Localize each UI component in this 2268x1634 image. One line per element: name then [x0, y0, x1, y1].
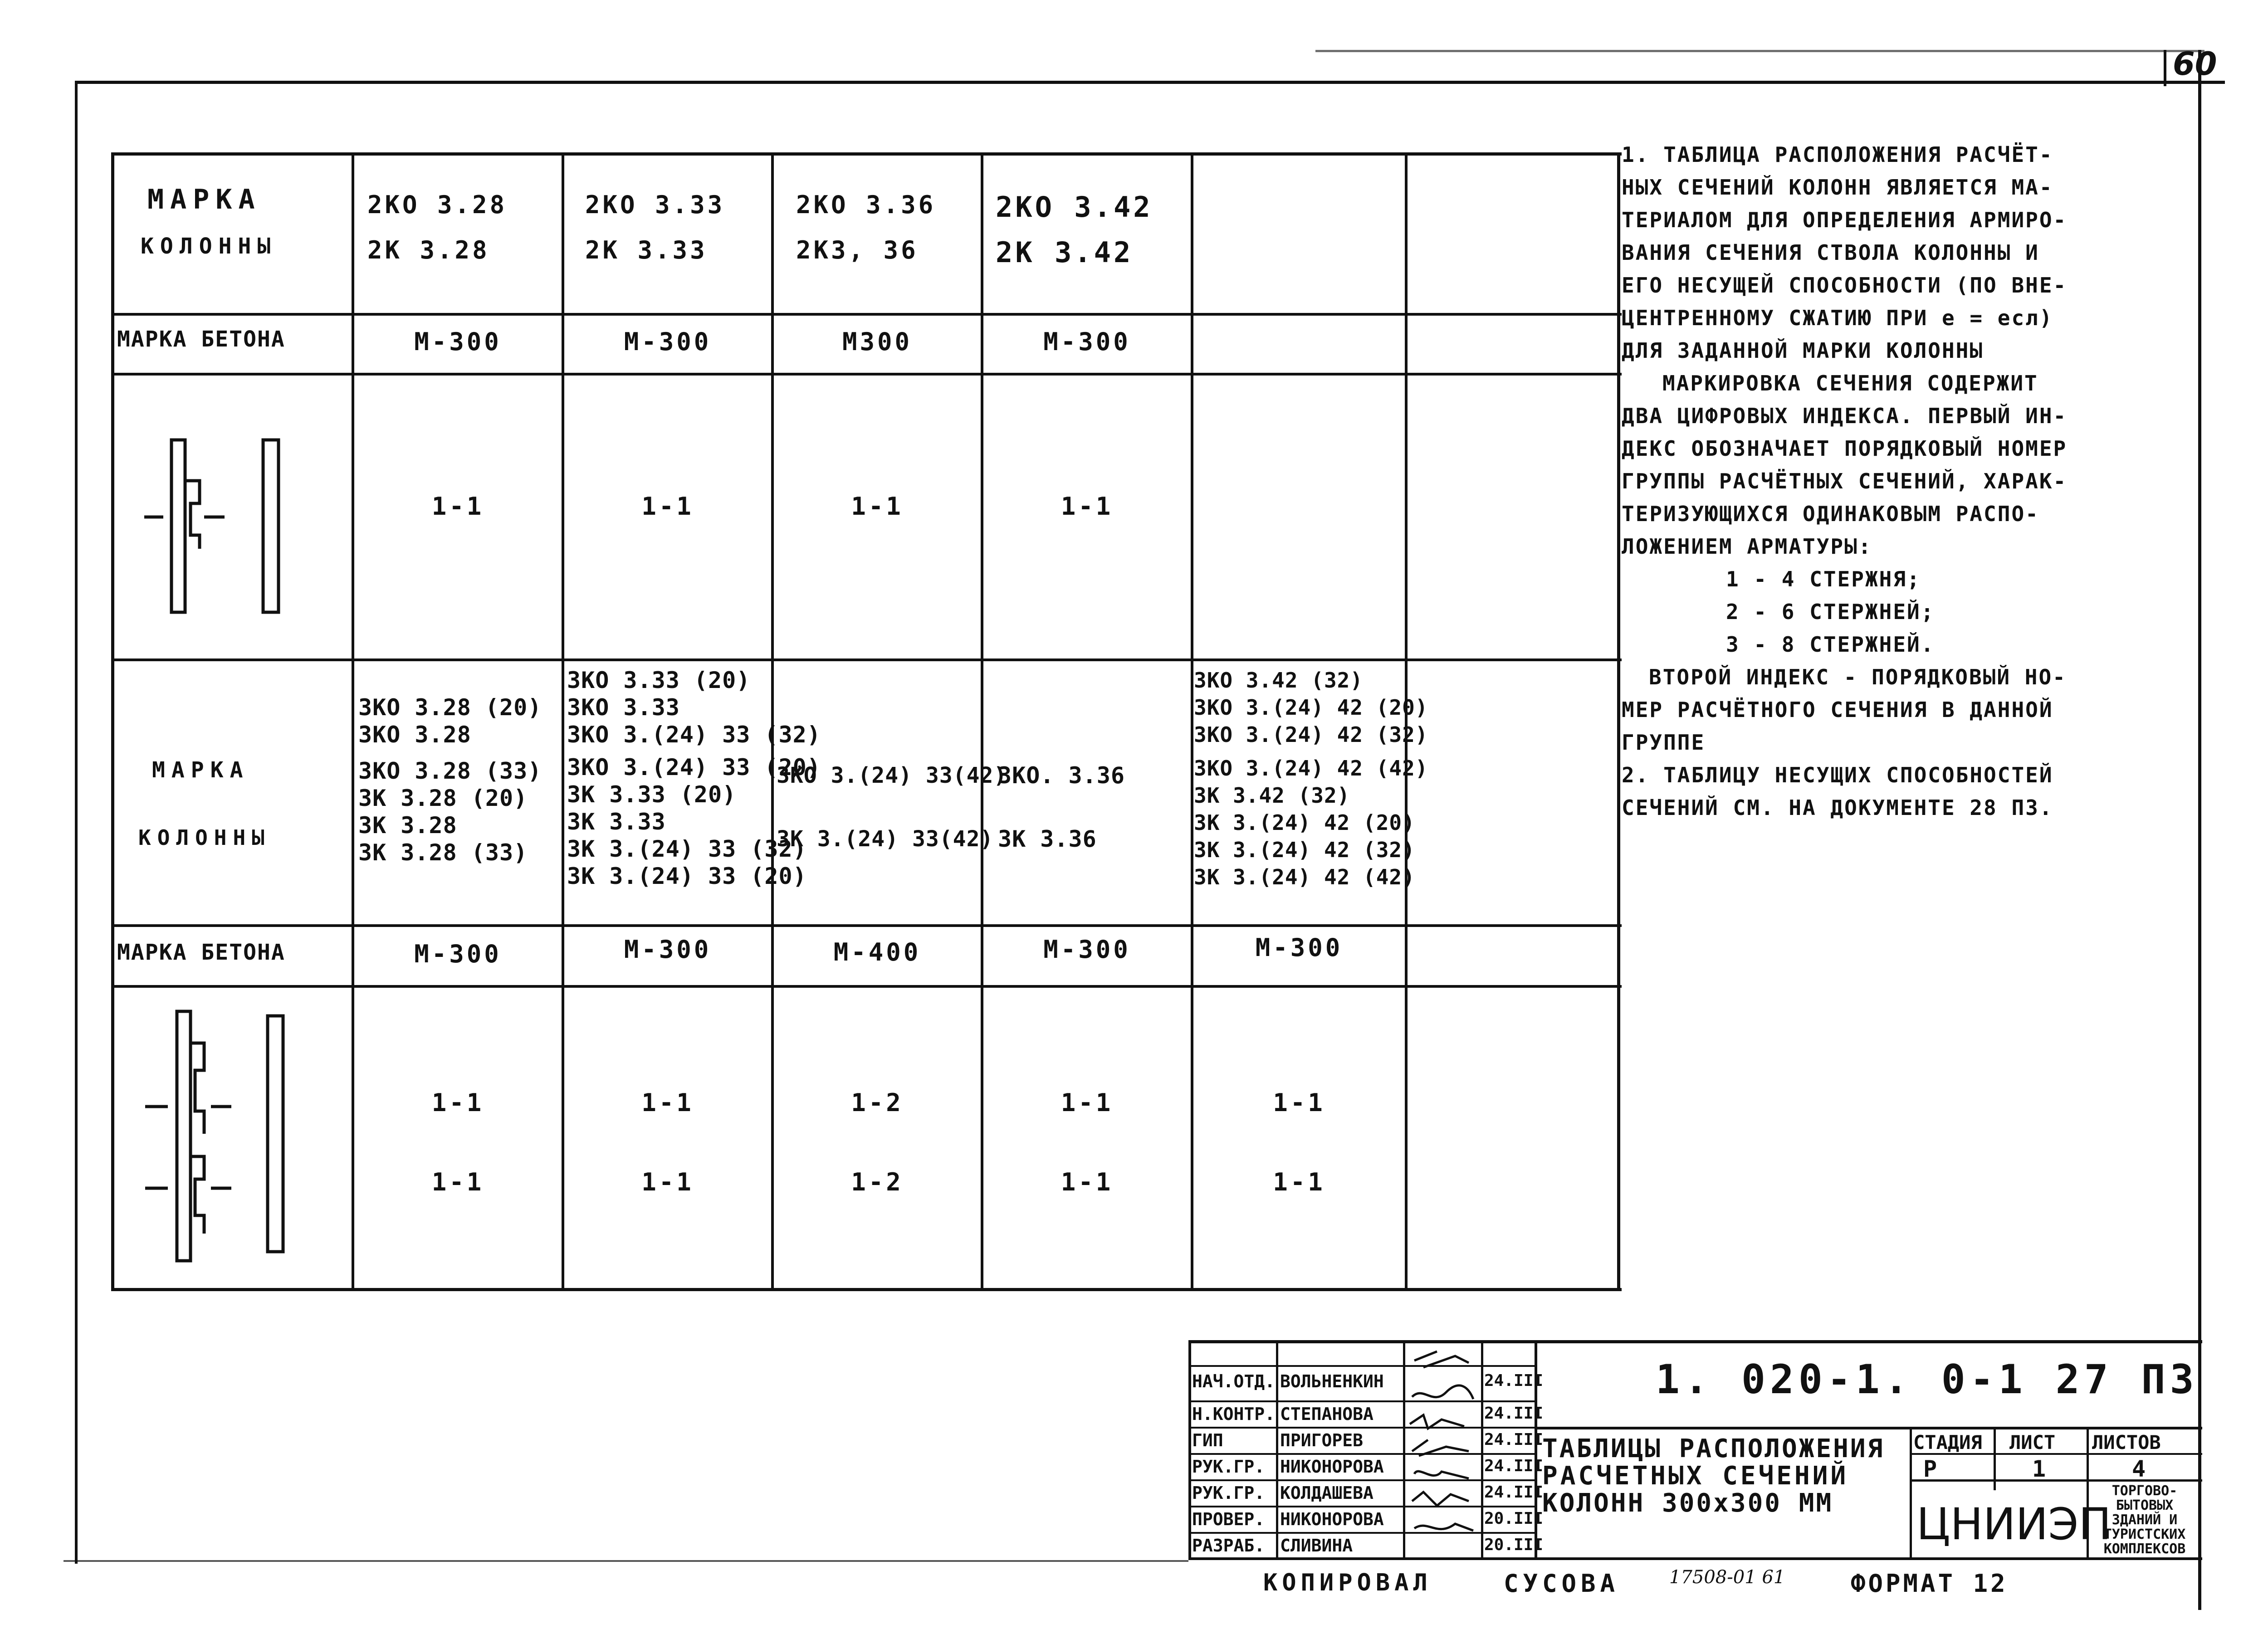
list-item: 3КО 3.(24) 33 (32) [567, 722, 821, 748]
top-section-2: 1-1 [641, 492, 694, 521]
list-item: 3К 3.(24) 33(42) [777, 826, 994, 852]
org-name: ЦНИИЭП [1916, 1499, 2112, 1550]
bottom-section-3a: 1-2 [851, 1088, 904, 1117]
note-line: ДЛЯ ЗАДАННОЙ МАРКИ КОЛОННЫ [1622, 338, 1984, 363]
top-col-3-line1: 2КО 3.36 [796, 190, 936, 219]
note-line: 2. ТАБЛИЦУ НЕСУЩИХ СПОСОБНОСТЕЙ [1622, 763, 2053, 787]
note-line: ВТОРОЙ ИНДЕКС - ПОРЯДКОВЫЙ НО- [1649, 665, 2067, 689]
top-col-1-line1: 2КО 3.28 [367, 190, 508, 219]
note-line: МЕР РАСЧЁТНОГО СЕЧЕНИЯ В ДАННОЙ [1622, 697, 2053, 722]
list-item: 3К 3.33 [567, 809, 666, 835]
role-2: Н.КОНТР. [1192, 1404, 1276, 1424]
date-6: 20.III [1484, 1509, 1544, 1528]
column-section-drawing-top [136, 431, 308, 621]
order-number: 17508-01 61 [1669, 1567, 1785, 1588]
role-3: ГИП [1192, 1430, 1223, 1450]
name-5: КОЛДАШЕВА [1280, 1483, 1374, 1503]
role-6: ПРОВЕР. [1192, 1509, 1265, 1529]
list-item: 3К 3.28 (20) [358, 785, 528, 811]
bottom-beton-2: М-300 [624, 935, 712, 964]
page-number-box-left [2164, 50, 2166, 86]
stage-label: СТАДИЯ [1913, 1431, 1982, 1454]
date-2: 24.III [1484, 1404, 1544, 1423]
list-item: 3КО 3.(24) 33 (20) [567, 754, 821, 780]
org-sub-line: БЫТОВЫХ [2116, 1497, 2174, 1513]
header-marka-line1: МАРКА [147, 184, 261, 215]
list-item: 3К 3.33 (20) [567, 781, 737, 808]
bottom-marka-line2: КОЛОННЫ [138, 825, 271, 850]
doc-title-line1: ТАБЛИЦЫ РАСПОЛОЖЕНИЯ [1542, 1434, 1885, 1463]
notes-block [1622, 138, 2184, 824]
note-line: МАРКИРОВКА СЕЧЕНИЯ СОДЕРЖИТ [1662, 371, 2038, 395]
top-section-3: 1-1 [851, 492, 904, 521]
column-section-drawing-bottom [136, 1007, 308, 1270]
date-3: 24.III [1484, 1430, 1544, 1449]
top-beton-1: М-300 [414, 327, 502, 356]
page-number-box-top [1315, 50, 2204, 52]
role-4: РУК.ГР. [1192, 1457, 1265, 1477]
date-7: 20.III [1484, 1536, 1544, 1554]
list-item: 3КО 3.33 (20) [567, 667, 751, 693]
list-item: 3КО 3.33 [567, 694, 680, 721]
org-sub-line: КОМПЛЕКСОВ [2103, 1541, 2186, 1557]
note-line: НЫХ СЕЧЕНИЙ КОЛОНН ЯВЛЯЕТСЯ МА- [1622, 175, 2053, 200]
frame-left-line [75, 81, 78, 1564]
note-line: 2 - 6 СТЕРЖНЕЙ; [1726, 600, 1935, 624]
bottom-col-1-list [358, 694, 542, 866]
beton-label-bottom: МАРКА БЕТОНА [117, 940, 285, 965]
list-item: 3КО 3.(24) 42 (32) [1194, 722, 1428, 747]
list-item: 3К 3.(24) 42 (42) [1194, 865, 1415, 889]
list-item: 3К 3.(24) 42 (20) [1194, 810, 1415, 835]
bottom-section-4a: 1-1 [1061, 1088, 1114, 1117]
note-line: 1. ТАБЛИЦА РАСПОЛОЖЕНИЯ РАСЧЁТ- [1622, 142, 2053, 167]
list-item: 3К 3.42 (32) [1194, 783, 1350, 808]
format-label: ФОРМАТ 12 [1851, 1569, 2008, 1598]
list-item: 3КО 3.28 (20) [358, 694, 542, 721]
sheet-value: 1 [2032, 1456, 2046, 1482]
copied-label: КОПИРОВАЛ [1263, 1569, 1432, 1596]
note-line: ГРУППЫ РАСЧЁТНЫХ СЕЧЕНИЙ, ХАРАК- [1622, 469, 2068, 493]
top-section-4: 1-1 [1061, 492, 1114, 521]
list-item: 3КО 3.(24) 33(42) [777, 763, 1007, 788]
frame-right-line [2198, 50, 2201, 1610]
bottom-col-3-list [777, 762, 1007, 853]
list-item: 3КО. 3.36 [998, 762, 1125, 789]
note-line: ЦЕНТРЕННОМУ СЖАТИЮ ПРИ e = eсл) [1622, 306, 2053, 330]
list-item: 3К 3.(24) 33 (20) [567, 863, 807, 889]
list-item: 3К 3.(24) 42 (32) [1194, 838, 1415, 862]
doc-code: 1. 020-1. 0-1 27 ПЗ [1656, 1356, 2199, 1403]
top-beton-2: М-300 [624, 327, 712, 356]
list-item: 3К 3.36 [998, 826, 1097, 852]
signatures [1405, 1342, 1480, 1558]
note-line: ТЕРИЗУЮЩИХСЯ ОДИНАКОВЫМ РАСПО- [1622, 502, 2039, 526]
date-4: 24.III [1484, 1457, 1544, 1475]
name-2: СТЕПАНОВА [1280, 1404, 1374, 1424]
date-5: 24.III [1484, 1483, 1544, 1502]
beton-label-top: МАРКА БЕТОНА [117, 327, 285, 352]
role-1: НАЧ.ОТД. [1192, 1371, 1276, 1391]
bottom-beton-4: М-300 [1043, 935, 1131, 964]
list-item: 3КО 3.(24) 42 (42) [1194, 756, 1428, 780]
bottom-col-4-list [998, 762, 1125, 853]
sheets-label: ЛИСТОВ [2092, 1431, 2161, 1454]
frame-top-line [75, 81, 2225, 84]
bottom-col-5-list [1194, 667, 1428, 891]
note-line: 1 - 4 СТЕРЖНЯ; [1726, 567, 1921, 591]
list-item: 3КО 3.(24) 42 (20) [1194, 695, 1428, 720]
list-item: 3К 3.(24) 33 (32) [567, 836, 807, 862]
list-item: 3КО 3.28 (33) [358, 758, 542, 784]
name-6: НИКОНОРОВА [1280, 1509, 1384, 1529]
name-1: ВОЛЬНЕНКИН [1280, 1371, 1384, 1391]
note-line: СЕЧЕНИЙ СМ. НА ДОКУМЕНТЕ 28 ПЗ. [1622, 795, 2053, 820]
note-line: ТЕРИАЛОМ ДЛЯ ОПРЕДЕЛЕНИЯ АРМИРО- [1622, 208, 2068, 232]
bottom-marka-line1: МАРКА [152, 757, 249, 783]
bottom-section-2a: 1-1 [641, 1088, 694, 1117]
top-col-3-line2: 2К3, 36 [796, 236, 919, 264]
org-subtitle [2090, 1484, 2199, 1556]
date-1: 24.III [1484, 1371, 1544, 1390]
bottom-beton-3: М-400 [833, 938, 921, 966]
list-item: 3К 3.28 (33) [358, 839, 528, 866]
top-section-1: 1-1 [431, 492, 484, 521]
bottom-section-1a: 1-1 [431, 1088, 484, 1117]
role-7: РАЗРАБ. [1192, 1536, 1265, 1556]
page-number: 60 [2173, 45, 2217, 83]
bottom-edge-line [64, 1560, 1188, 1562]
doc-title-line3: КОЛОНН 300х300 ММ [1542, 1488, 1833, 1518]
list-item: 3К 3.28 [358, 812, 457, 839]
top-col-4-line2: 2К 3.42 [996, 236, 1134, 269]
bottom-section-2b: 1-1 [641, 1168, 694, 1196]
note-line: ВАНИЯ СЕЧЕНИЯ СТВОЛА КОЛОННЫ И [1622, 240, 2039, 265]
bottom-section-4b: 1-1 [1061, 1168, 1114, 1196]
top-col-2-line2: 2К 3.33 [585, 236, 708, 264]
top-beton-4: М-300 [1043, 327, 1131, 356]
bottom-section-5b: 1-1 [1273, 1168, 1325, 1196]
stage-value: Р [1923, 1456, 1937, 1482]
sheets-value: 4 [2132, 1456, 2146, 1482]
note-line: ЕГО НЕСУЩЕЙ СПОСОБНОСТИ (ПО ВНЕ- [1622, 273, 2068, 298]
top-col-4-line1: 2КО 3.42 [996, 190, 1153, 224]
name-4: НИКОНОРОВА [1280, 1457, 1384, 1477]
note-line: 3 - 8 СТЕРЖНЕЙ. [1726, 632, 1935, 657]
name-3: ПРИГОРЕВ [1280, 1430, 1364, 1450]
header-marka-line2: КОЛОННЫ [141, 234, 277, 259]
list-item: 3КО 3.42 (32) [1194, 668, 1364, 693]
bottom-section-5a: 1-1 [1273, 1088, 1325, 1117]
top-col-2-line1: 2КО 3.33 [585, 190, 725, 219]
copier-name: СУСОВА [1504, 1569, 1620, 1598]
note-line: ЛОЖЕНИЕМ АРМАТУРЫ: [1622, 534, 1872, 559]
top-col-1-line2: 2К 3.28 [367, 236, 490, 264]
name-7: СЛИВИНА [1280, 1536, 1353, 1556]
bottom-beton-5: М-300 [1255, 933, 1343, 962]
bottom-beton-1: М-300 [414, 940, 502, 968]
top-beton-3: М300 [842, 327, 913, 356]
note-line: ДВА ЦИФРОВЫХ ИНДЕКСА. ПЕРВЫЙ ИН- [1622, 404, 2068, 428]
note-line: ГРУППЕ [1622, 730, 1706, 755]
org-sub-line: ЗДАНИЙ И [2112, 1512, 2178, 1528]
doc-title-line2: РАСЧЕТНЫХ СЕЧЕНИЙ [1542, 1461, 1849, 1491]
role-5: РУК.ГР. [1192, 1483, 1265, 1503]
org-sub-line: ТУРИСТСКИХ [2103, 1527, 2186, 1542]
bottom-section-1b: 1-1 [431, 1168, 484, 1196]
org-sub-line: ТОРГОВО- [2112, 1483, 2178, 1499]
note-line: ДЕКС ОБОЗНАЧАЕТ ПОРЯДКОВЫЙ НОМЕР [1622, 436, 2068, 461]
sheet-label: ЛИСТ [2009, 1431, 2056, 1454]
bottom-section-3b: 1-2 [851, 1168, 904, 1196]
list-item: 3КО 3.28 [358, 722, 471, 748]
